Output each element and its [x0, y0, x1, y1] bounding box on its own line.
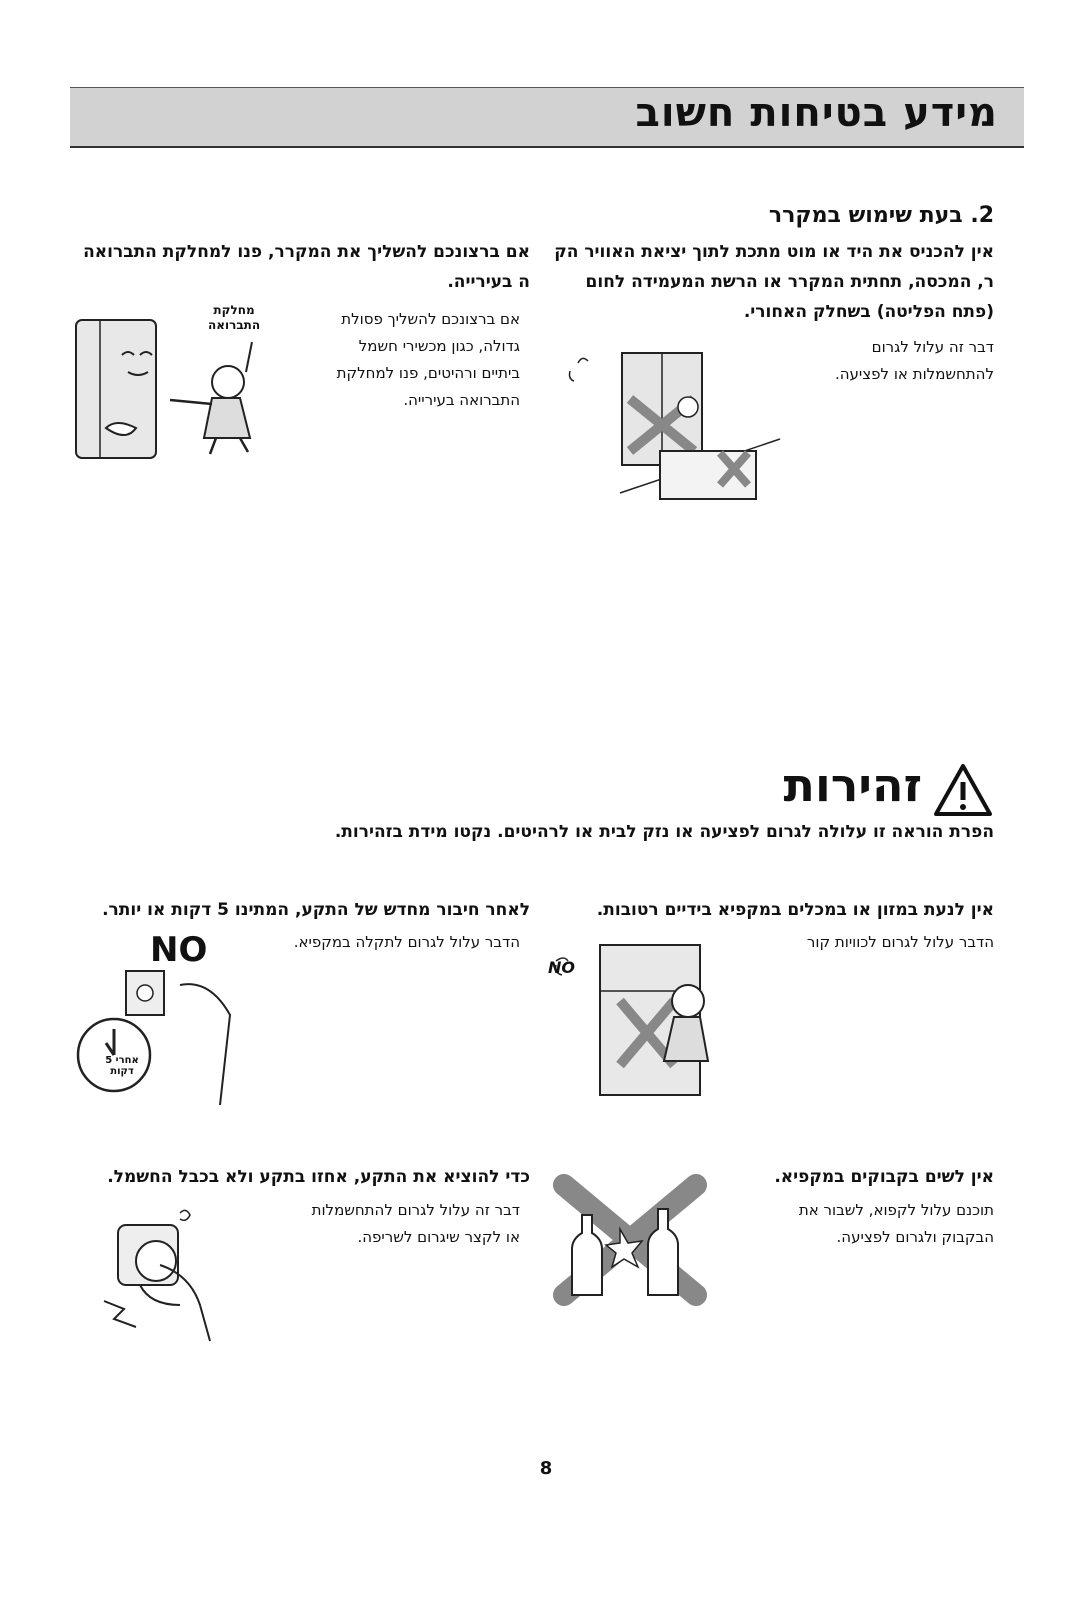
warning-body-line: דבר זה עלול לגרום להתחשמלות — [311, 1201, 520, 1219]
disposal-body — [290, 306, 520, 414]
bottles-illustration — [550, 1175, 710, 1305]
unplug-illustration — [100, 1205, 230, 1345]
vent-body-line: דבר זה עלול לגרום — [871, 338, 994, 356]
no-badge: NO — [150, 930, 208, 970]
disposal-body-line: התברואה בעירייה. — [403, 391, 520, 409]
warning-item-lead: לאחר חיבור מחדש של התקע, המתינו 5 דקות או יותר. — [102, 900, 530, 920]
warning-item-body: הדבר עלול לגרום לכוויות קור — [806, 933, 994, 951]
warning-item-lead: אין לשים בקבוקים במקפיא. — [774, 1167, 994, 1187]
warning-item-lead: אין לנעת במזון או במכלים במקפיא בידיים רטובות. — [596, 900, 994, 920]
illustration-label — [208, 303, 260, 333]
vent-illustration — [560, 345, 780, 495]
clock-label: אחרי 5 דקות — [105, 1055, 139, 1077]
disposal-body-line: ביתיים ורהיטים, פנו למחלקת — [336, 364, 520, 382]
disposal-lead-line: ה בעירייה. — [447, 272, 530, 292]
disposal-body-line: אם ברצונכם להשליך פסולת — [341, 310, 520, 328]
warning-body-line: או לקצר שיגרום לשריפה. — [357, 1228, 520, 1246]
title-bar — [70, 87, 1024, 148]
warning-item-lead: כדי להוציא את התקע, אחזו בתקע ולא בכבל החשמל. — [107, 1167, 530, 1187]
warning-item-body — [694, 1197, 994, 1251]
vent-lead-line: (פתח הפליטה) בשחלק האחורי. — [743, 302, 994, 322]
warning-body-line: הבקבוק ולגרום לפציעה. — [836, 1228, 994, 1246]
page-number: 8 — [539, 1458, 553, 1479]
vent-lead-line: אין להכניס את היד או מוט מתכת לתוך יציאת האוויר הק — [554, 242, 994, 262]
warning-intro: הפרת הוראה זו עלולה לגרום לפציעה או נזק לבית או לרהיטים. נקטו מידת בזהירות. — [334, 822, 994, 842]
warning-item-body: הדבר עלול לגרום לתקלה במקפיא. — [293, 933, 520, 951]
illustration-label-line: התברואה — [208, 318, 261, 332]
page-title: מידע בטיחות חשוב — [635, 90, 998, 136]
warning-item-body — [250, 1197, 520, 1251]
warning-body-line: תוכנם עלול לקפוא, לשבור את — [798, 1201, 994, 1219]
illustration-label-line: מחלקת — [213, 303, 255, 317]
disposal-lead-line: אם ברצונכם להשליך את המקרר, פנו למחלקת התברואה — [83, 242, 530, 262]
character-head — [212, 366, 244, 398]
disposal-lead — [80, 237, 530, 297]
vent-warning-lead — [544, 237, 994, 327]
section-title: 2. בעת שימוש במקרר — [768, 203, 994, 228]
vent-body-line: להתחשמלות או לפציעה. — [834, 365, 994, 383]
warning-heading: זהירות — [783, 758, 922, 812]
fridge-outline — [76, 320, 156, 458]
no-badge: NO — [548, 958, 575, 977]
wait-plug-illustration — [70, 965, 250, 1105]
disposal-body-line: גדולה, כגון מכשירי חשמל — [358, 337, 520, 355]
warning-triangle-icon — [932, 762, 994, 818]
vent-lead-line: ר, המכסה, תחתית המקרר או הרשת המעמידה לחום — [585, 272, 994, 292]
